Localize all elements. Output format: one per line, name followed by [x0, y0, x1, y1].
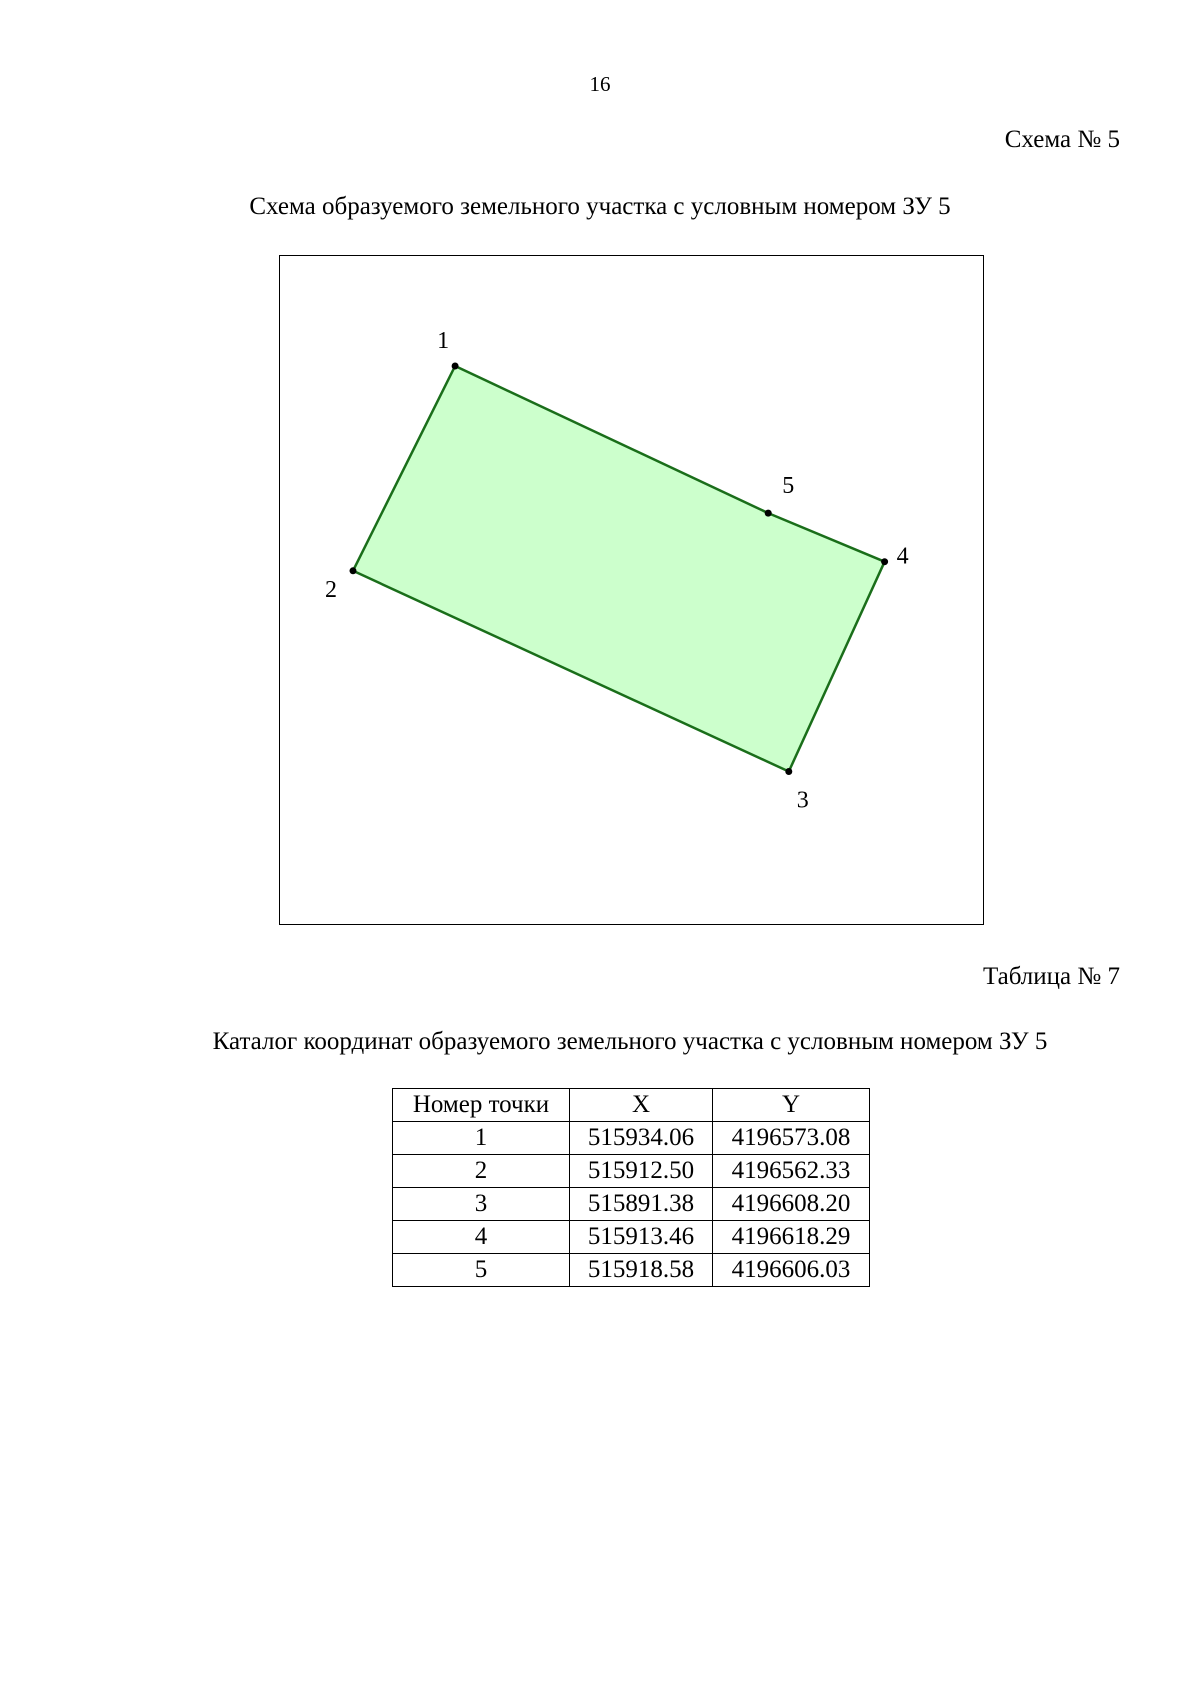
page-number: 16 — [589, 72, 611, 96]
land-plot-drawing — [280, 256, 982, 923]
vertex-label-1: 1 — [437, 328, 450, 354]
table-label: Таблица № 7 — [982, 963, 1120, 990]
vertex-label-3: 3 — [796, 787, 809, 814]
table-title: Каталог координат образуемого земельного участка с условным номером ЗУ 5 — [212, 1028, 1048, 1055]
vertex-point-1 — [452, 363, 459, 370]
vertex-point-2 — [350, 567, 357, 574]
x-value: 515913.46 — [570, 1221, 713, 1254]
point-number: 2 — [393, 1155, 570, 1188]
vertex-label-5: 5 — [782, 473, 795, 500]
vertex-point-4 — [881, 558, 888, 565]
coordinates-table — [392, 1088, 870, 1287]
point-number: 5 — [393, 1254, 570, 1287]
vertex-label-2: 2 — [325, 576, 337, 603]
header-point-number: Номер точки — [393, 1089, 570, 1122]
y-value: 4196562.33 — [713, 1155, 870, 1188]
table-row — [393, 1254, 870, 1287]
y-value: 4196608.20 — [713, 1188, 870, 1221]
scheme-label: Схема № 5 — [1004, 126, 1120, 153]
x-value: 515912.50 — [570, 1155, 713, 1188]
vertex-point-5 — [765, 510, 772, 517]
scheme-title: Схема образуемого земельного участка с условным номером ЗУ 5 — [249, 193, 951, 220]
table-row — [393, 1221, 870, 1254]
x-value: 515918.58 — [570, 1254, 713, 1287]
land-plot-scheme — [279, 255, 984, 925]
point-number: 4 — [393, 1221, 570, 1254]
table-row — [393, 1155, 870, 1188]
table-row — [393, 1188, 870, 1221]
vertex-label-4: 4 — [896, 543, 909, 570]
point-number: 3 — [393, 1188, 570, 1221]
point-number: 1 — [393, 1122, 570, 1155]
header-y: Y — [713, 1089, 870, 1122]
vertex-point-3 — [785, 768, 792, 775]
land-plot-polygon — [353, 366, 885, 772]
x-value: 515934.06 — [570, 1122, 713, 1155]
x-value: 515891.38 — [570, 1188, 713, 1221]
header-x: X — [570, 1089, 713, 1122]
y-value: 4196606.03 — [713, 1254, 870, 1287]
y-value: 4196618.29 — [713, 1221, 870, 1254]
table-header-row — [393, 1089, 870, 1122]
table-row — [393, 1122, 870, 1155]
y-value: 4196573.08 — [713, 1122, 870, 1155]
